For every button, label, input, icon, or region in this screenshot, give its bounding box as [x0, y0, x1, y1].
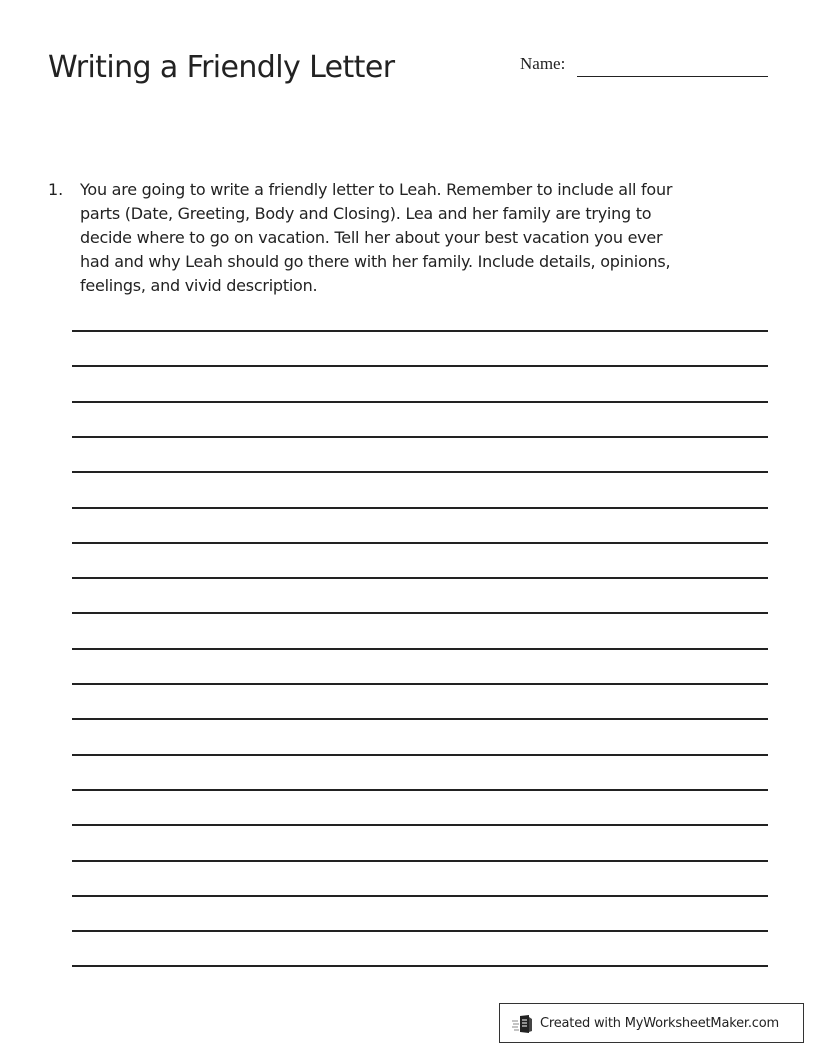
writing-line[interactable]	[72, 824, 768, 826]
writing-line[interactable]	[72, 930, 768, 932]
question-prompt-line: had and why Leah should go there with her family. Include details, opinions,	[80, 252, 671, 271]
writing-line[interactable]	[72, 754, 768, 756]
writing-line[interactable]	[72, 648, 768, 650]
worksheet-maker-logo-icon	[512, 1014, 534, 1034]
writing-line[interactable]	[72, 577, 768, 579]
writing-line[interactable]	[72, 683, 768, 685]
question-prompt	[80, 178, 780, 298]
writing-line[interactable]	[72, 471, 768, 473]
question-prompt-line: parts (Date, Greeting, Body and Closing). Lea and her family are trying to	[80, 204, 652, 223]
writing-line[interactable]	[72, 401, 768, 403]
question-number: 1.	[48, 180, 64, 199]
writing-line[interactable]	[72, 542, 768, 544]
writing-line[interactable]	[72, 612, 768, 614]
writing-line[interactable]	[72, 436, 768, 438]
writing-line[interactable]	[72, 789, 768, 791]
question-prompt-line: feelings, and vivid description.	[80, 276, 318, 295]
name-blank-line	[577, 76, 768, 77]
name-label: Name:	[520, 54, 566, 73]
worksheet-title: Writing a Friendly Letter	[48, 50, 395, 85]
writing-line[interactable]	[72, 365, 768, 367]
writing-line[interactable]	[72, 895, 768, 897]
footer-badge	[499, 1003, 804, 1043]
question-prompt-line: decide where to go on vacation. Tell her about your best vacation you ever	[80, 228, 663, 247]
footer-credit-text: Created with MyWorksheetMaker.com	[540, 1016, 779, 1031]
writing-line[interactable]	[72, 718, 768, 720]
writing-line[interactable]	[72, 860, 768, 862]
writing-line[interactable]	[72, 965, 768, 967]
writing-line[interactable]	[72, 507, 768, 509]
writing-line[interactable]	[72, 330, 768, 332]
name-field	[520, 52, 770, 80]
question-prompt-line: You are going to write a friendly letter to Leah. Remember to include all four	[80, 180, 673, 199]
